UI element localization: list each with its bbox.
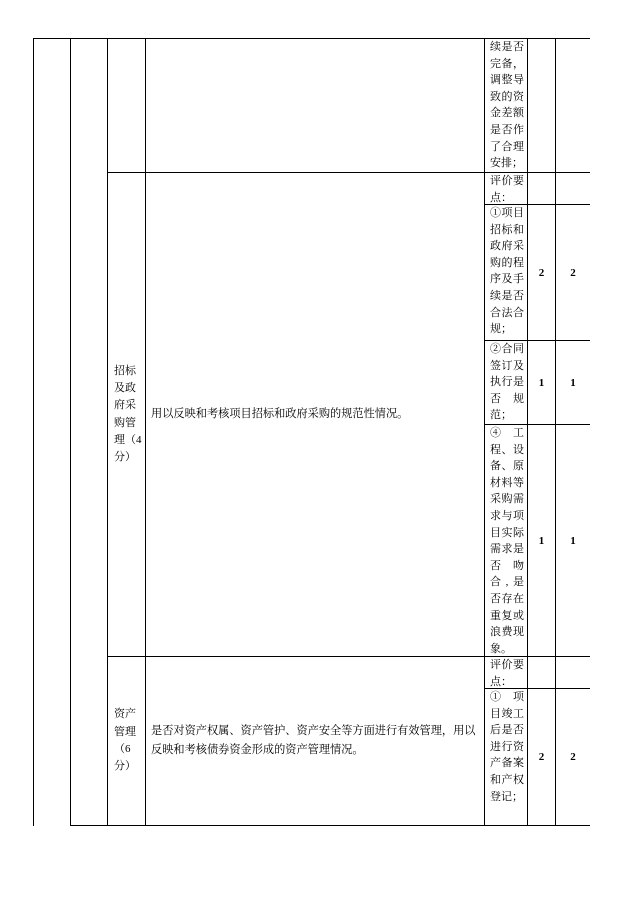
indicator-cell-empty <box>107 38 146 173</box>
weight-value: 2 <box>538 266 545 279</box>
weight-cell <box>527 424 556 657</box>
score-cell <box>555 340 590 425</box>
indicator-label: 招标及政府采购管理（4分） <box>114 364 142 464</box>
weight-cell <box>527 688 556 826</box>
criteria-cell <box>484 424 528 657</box>
weight-cell-empty <box>527 38 556 173</box>
description-text: 用以反映和考核项目招标和政府采购的规范性情况。 <box>151 408 409 420</box>
weight-value: 1 <box>538 534 545 547</box>
level1-indicator-cell <box>33 38 71 826</box>
level2-indicator-cell <box>70 38 108 826</box>
weight-cell-empty <box>527 656 556 689</box>
criteria-text: ④ 工程、设备、原材料等采购需求与项目实际需求是否吻合,是否存在重复或浪费现象。 <box>490 427 524 655</box>
description-cell <box>145 656 485 826</box>
score-value: 1 <box>570 534 576 547</box>
points-header-text: 评价要点： <box>490 175 524 204</box>
score-cell <box>555 424 590 657</box>
indicator-label: 资产管理（6分） <box>114 708 136 773</box>
points-header-text: 评价要点： <box>490 659 524 688</box>
points-header-cell <box>484 172 528 205</box>
score-value: 2 <box>570 266 576 279</box>
points-header-cell <box>484 656 528 689</box>
score-cell-empty <box>555 38 590 173</box>
criteria-cell <box>484 340 528 425</box>
description-cell-empty <box>145 38 485 173</box>
criteria-text: ②合同签订及执行是否规范； <box>490 343 524 422</box>
weight-cell <box>527 340 556 425</box>
score-cell <box>555 204 590 341</box>
score-cell-empty <box>555 656 590 689</box>
weight-value: 1 <box>538 376 545 389</box>
criteria-cell <box>484 38 528 173</box>
criteria-text: ① 项目竣工后是否进行资产备案和产权登记； <box>490 691 524 803</box>
score-cell-empty <box>555 172 590 205</box>
score-cell <box>555 688 590 826</box>
weight-value: 2 <box>538 751 545 763</box>
criteria-cell <box>484 204 528 341</box>
criteria-text: ①项目招标和政府采购的程序及手续是否合法合规； <box>490 207 524 336</box>
score-value: 1 <box>570 376 576 389</box>
indicator-cell <box>107 656 146 826</box>
weight-cell-empty <box>527 172 556 205</box>
description-text: 是否对资产权属、资产管护、资产安全等方面进行有效管理，用以反映和考核债券资金形成的资产管理情况。 <box>151 725 476 756</box>
weight-cell <box>527 204 556 341</box>
criteria-cell <box>484 688 528 826</box>
indicator-cell <box>107 172 146 657</box>
description-cell <box>145 172 485 657</box>
criteria-text: 续是否完备，调整导致的资金差额是否作了合理安排； <box>490 41 524 170</box>
score-value: 2 <box>570 751 576 763</box>
